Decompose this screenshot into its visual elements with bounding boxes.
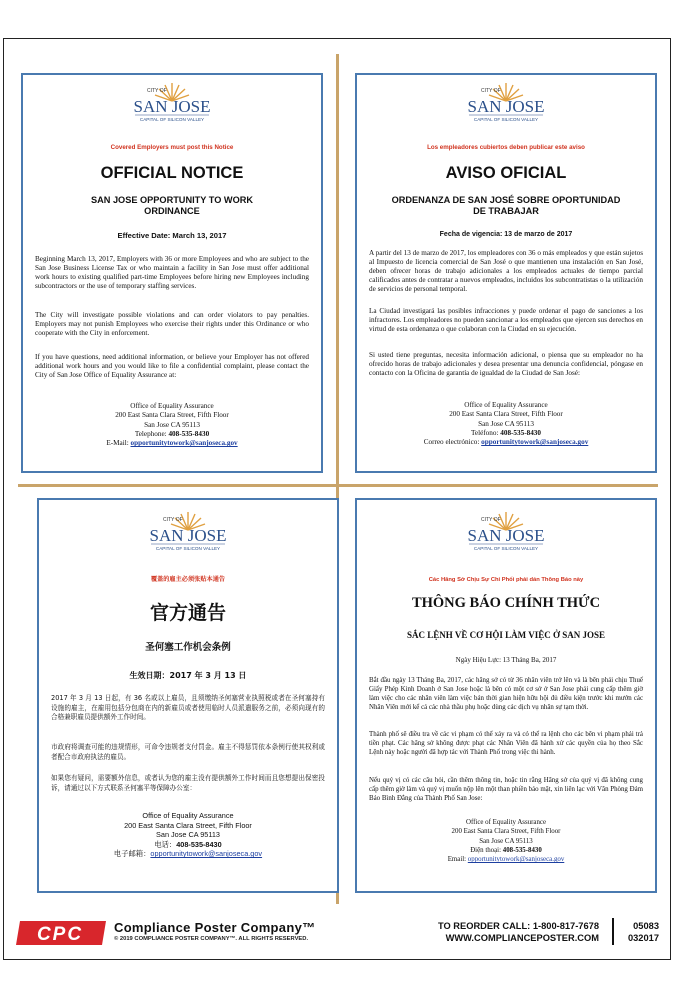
logo-name: SAN JOSE bbox=[467, 97, 545, 116]
phone-number: 408-535-8430 bbox=[502, 846, 542, 854]
phone-number: 408-535-8430 bbox=[500, 428, 541, 437]
logo-tagline: CAPITAL OF SILICON VALLEY bbox=[473, 117, 539, 122]
effective-date: Ngày Hiệu Lực: 13 Tháng Ba, 2017 bbox=[455, 656, 557, 664]
phone-label: Telephone: bbox=[134, 429, 169, 438]
phone-number: 408-535-8430 bbox=[168, 429, 210, 438]
paragraph-1: Bắt đầu ngày 13 Tháng Ba, 2017, các hãng sở có từ 36 nhân viên trở lên và là bên phải chịu Thuế Giấy Phép Kinh Doanh ở San Jose hoặc là bên có một cơ sở ở San Jose phải cung cấp thêm giờ làm việc cho các nhân viên làm việc bán thời gian hiện hữu hội đủ điều kiện trước khi mướn các Nhân Viên mới kể cả các nhà thầu phụ hoặc dùng các dịch vụ nhân sự tạm thời. bbox=[369, 677, 643, 711]
ordinance-title: ORDENANZA DE SAN JOSÉ SOBRE OPORTUNIDAD DE TRABAJAR bbox=[391, 195, 621, 216]
panel-vietnamese bbox=[355, 498, 657, 893]
email-label: 电子邮箱： bbox=[113, 849, 151, 859]
logo-tagline: CAPITAL OF SILICON VALLEY bbox=[139, 117, 205, 122]
reorder-phone: TO REORDER CALL: 1-800-817-7678 bbox=[437, 921, 599, 931]
paragraph-1: Beginning March 13, 2017, Employers with 36 or more Employees and who are subject to the San Jose Business License Tax or who maintain a facility in San Jose must offer additional work hours to existing qualified part-time Employees before hiring new Employees including subcontractors or the use of temporary staffing services. bbox=[35, 255, 309, 290]
email-label: Email: bbox=[447, 856, 468, 864]
san-jose-logo bbox=[23, 79, 321, 125]
posting-notice: Los empleadores cubiertos deben publicar este aviso bbox=[427, 144, 585, 151]
email-link[interactable]: opportunitytowork@sanjoseca.gov bbox=[467, 856, 565, 864]
office-name: Office of Equality Assurance bbox=[142, 811, 234, 820]
logo-name: SAN JOSE bbox=[467, 526, 545, 545]
poster-date: 032017 bbox=[627, 933, 659, 943]
contact-block bbox=[39, 811, 337, 859]
website-link[interactable]: WWW.COMPLIANCEPOSTER.COM bbox=[445, 933, 599, 943]
effective-date: Effective Date: March 13, 2017 bbox=[117, 231, 227, 240]
reorder-block bbox=[438, 920, 599, 944]
email-label: E-Mail: bbox=[106, 439, 131, 448]
copyright: © 2019 COMPLIANCE POSTER COMPANY™. ALL RIGHTS RESERVED. bbox=[114, 936, 309, 942]
logo-tagline: CAPITAL OF SILICON VALLEY bbox=[473, 546, 539, 551]
san-jose-logo bbox=[39, 508, 337, 554]
email-link[interactable]: opportunitytowork@sanjoseca.gov bbox=[150, 849, 263, 859]
notice-title: THÔNG BÁO CHÍNH THỨC bbox=[411, 595, 601, 611]
phone-number: 408-535-8430 bbox=[176, 839, 222, 849]
office-city: San Jose CA 95113 bbox=[479, 837, 533, 845]
panel-chinese bbox=[37, 498, 339, 893]
ordinance-title: 圣何塞工作机会条例 bbox=[145, 642, 231, 653]
ordinance-title: SẮC LỆNH VỀ CƠ HỘI LÀM VIỆC Ở SAN JOSE bbox=[407, 630, 605, 640]
footer-divider bbox=[612, 918, 614, 945]
poster-code-block bbox=[628, 920, 659, 944]
office-street: 200 East Santa Clara Street, Fifth Floor bbox=[449, 410, 563, 419]
cpc-logo bbox=[14, 919, 108, 952]
notice-title: AVISO OFICIAL bbox=[445, 164, 567, 182]
effective-date: 生效日期：2017 年 3 月 13 日 bbox=[129, 671, 247, 680]
paragraph-2: 市政府将调查可能的违规情形，可命令违规者支付罚金。雇主不得惩罚依本条例行使其权利或者配合市政府执法的雇员。 bbox=[51, 743, 325, 761]
paragraph-3: Si usted tiene preguntas, necesita información adicional, o piensa que su empleador no ha ofrecido horas de trabajo adicionales y desea presentar una denuncia confidencial, póngase en contacto con la Oficina de garantía de igualdad de la Ciudad de San José: bbox=[369, 351, 643, 377]
phone-label: Điện thoại: bbox=[470, 846, 503, 854]
paragraph-3: 如果您有疑问，需要额外信息，或者认为您的雇主没有提供额外工作时间而且您想提出保密投诉，请通过以下方式联系圣何塞平等保障办公室： bbox=[51, 774, 325, 792]
san-jose-logo bbox=[357, 508, 655, 554]
email-link[interactable]: opportunitytowork@sanjoseca.gov bbox=[130, 439, 238, 448]
logo-city-of: CITY OF bbox=[163, 517, 183, 523]
posting-notice: Covered Employers must post this Notice bbox=[110, 144, 234, 151]
logo-city-of: CITY OF bbox=[147, 88, 167, 94]
notice-title: OFFICIAL NOTICE bbox=[100, 164, 244, 182]
horizontal-divider bbox=[18, 484, 658, 487]
paragraph-1: A partir del 13 de marzo de 2017, los empleadores con 36 o más empleados y que están sujetos al Impuesto de licencia comercial de San José o que mantienen una instalación en San José, deben ofrecer horas de trabajo adicionales a los empleados actuales de tiempo parcial calificados antes de contratar a nuevos empleados, incluidos los subcontratistas o la utilización de servicios de personal temporal. bbox=[369, 249, 643, 293]
phone-label: Teléfono: bbox=[471, 428, 501, 437]
logo-tagline: CAPITAL OF SILICON VALLEY bbox=[155, 546, 221, 551]
phone-label: 电话： bbox=[154, 839, 177, 849]
posting-notice: Các Hãng Sở Chịu Sự Chi Phối phải dán Thông Báo này bbox=[428, 577, 584, 583]
effective-date: Fecha de vigencia: 13 de marzo de 2017 bbox=[439, 231, 573, 238]
company-name: Compliance Poster Company™ bbox=[114, 920, 316, 935]
paragraph-3: Nếu quý vị có các câu hỏi, cần thêm thông tin, hoặc tin rằng Hãng sở của quý vị đã không cung cấp thêm giờ làm và quý vị muốn nộp lên một than phiền bảo mật, xin liên lạc với Văn Phòng Đảm Bảo Bình Đẳng của Thành Phố San Jose: bbox=[369, 777, 643, 802]
contact-block bbox=[357, 401, 655, 447]
contact-block bbox=[357, 818, 655, 864]
poster-code: 05083 bbox=[633, 921, 659, 931]
footer bbox=[0, 912, 675, 952]
office-street: 200 East Santa Clara Street, Fifth Floor bbox=[124, 820, 252, 830]
san-jose-logo bbox=[357, 79, 655, 125]
paragraph-2: La Ciudad investigará las posibles infracciones y puede ordenar el pago de sanciones a los infractores. Los empleadores no pueden sancionar a los empleados que ejercen sus derechos en virtud de esta ordenanza o que colaboran con la Ciudad en su ejecución. bbox=[369, 307, 643, 333]
posting-notice: 覆盖的雇主必须张贴本通告 bbox=[150, 576, 226, 583]
office-city: San Jose CA 95113 bbox=[478, 419, 534, 428]
paragraph-2: The City will investigate possible violations and can order violators to pay penalties. Employers may not punish Employees who exercise their rights under this Ordinance or who cooperate with the City in enforcement. bbox=[35, 311, 309, 337]
logo-name: SAN JOSE bbox=[133, 97, 211, 116]
email-label: Correo electrónico: bbox=[423, 438, 482, 447]
panel-spanish bbox=[355, 73, 657, 473]
paragraph-2: Thành phố sẽ điều tra về các vi phạm có thể xảy ra và có thể ra lệnh cho các bên vi phạm phải trả tiền phạt. Các hãng sở không được phạt các Nhân Viên đã hành xử các quyền của họ theo Sắc Lệnh này hoặc người đã hợp tác với Thành Phố trong việc thi hành. bbox=[369, 731, 643, 756]
paragraph-3: If you have questions, need additional information, or believe your Employer has not offered additional work hours and you would like to file a confidential complaint, please contact the City of San Jose Office of Equality Assurance at: bbox=[35, 353, 309, 379]
office-name: Office of Equality Assurance bbox=[464, 401, 548, 409]
email-link[interactable]: opportunitytowork@sanjoseca.gov bbox=[481, 438, 589, 447]
office-street: 200 East Santa Clara Street, Fifth Floor bbox=[115, 411, 229, 420]
office-city: San Jose CA 95113 bbox=[144, 420, 200, 429]
ordinance-title: SAN JOSE OPPORTUNITY TO WORK ORDINANCE bbox=[91, 195, 253, 216]
paragraph-1: 2017 年 3 月 13 日起，有 36 名或以上雇员，且须缴纳圣何塞营业执照税或者在圣何塞持有设施的雇主，在雇用包括分包商在内的新雇员或者使用临时人员派遣服务之前，必须向现有的合格兼职雇员提供额外工作时间。 bbox=[51, 694, 325, 721]
panel-english bbox=[21, 73, 323, 473]
office-name: Office of Equality Assurance bbox=[465, 819, 547, 826]
logo-city-of: CITY OF bbox=[481, 88, 501, 94]
contact-block bbox=[23, 402, 321, 448]
office-name: Office of Equality Assurance bbox=[130, 402, 214, 410]
cpc-brand: CPC bbox=[36, 924, 84, 945]
office-city: San Jose CA 95113 bbox=[156, 830, 220, 840]
logo-city-of: CITY OF bbox=[481, 517, 501, 523]
notice-title: 官方通告 bbox=[149, 602, 226, 624]
office-street: 200 East Santa Clara Street, Fifth Floor bbox=[451, 828, 561, 836]
logo-name: SAN JOSE bbox=[149, 526, 227, 545]
